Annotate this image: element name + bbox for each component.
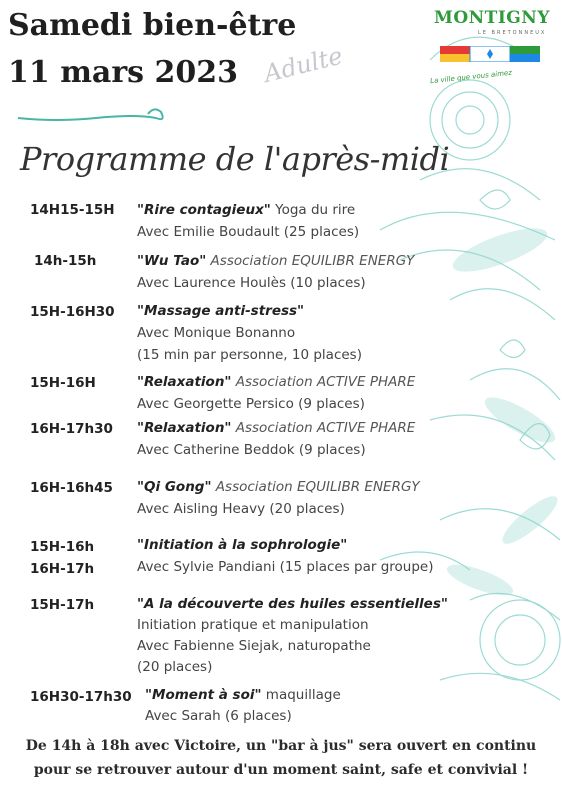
swirl-divider (16, 100, 176, 130)
session-title-line (137, 253, 414, 269)
session-time: 14H15-15H (30, 202, 115, 218)
session-host: Avec Aisling Heavy (20 places) (137, 501, 345, 517)
event-date: 11 mars 2023 (8, 55, 239, 90)
session-title-line (137, 374, 415, 390)
session-host: Avec Laurence Houlès (10 places) (137, 275, 366, 291)
session-title: "Moment à soi" (145, 687, 262, 703)
session-title-line (137, 479, 420, 495)
session-title-line (137, 596, 448, 612)
logo-subtitle: LE BRETONNEUX (478, 30, 547, 36)
session-time: 14h-15h (34, 253, 97, 269)
session-time: 16H-16h45 (30, 480, 113, 496)
session-note: (20 places) (137, 659, 213, 675)
session-host: Avec Monique Bonanno (137, 325, 296, 341)
session-host: Avec Sylvie Pandiani (15 places par groupe) (137, 559, 434, 575)
session-time: 15H-17h (30, 597, 95, 613)
session-note: Initiation pratique et manipulation (137, 617, 369, 633)
session-note: (15 min par personne, 10 places) (137, 347, 362, 363)
session-host: Avec Catherine Beddok (9 places) (137, 442, 366, 458)
session-detail: Association EQUILIBR ENERGY (211, 479, 420, 495)
session-title: "Relaxation" (137, 374, 232, 390)
session-host: Avec Fabienne Siejak, naturopathe (137, 638, 371, 654)
session-title-line (137, 202, 355, 218)
session-host: Avec Georgette Persico (9 places) (137, 396, 365, 412)
logo-name: MONTIGNY (434, 8, 550, 28)
session-host: Avec Sarah (6 places) (145, 708, 292, 724)
town-logo (420, 8, 560, 88)
session-detail: Association EQUILIBR ENERGY (206, 253, 415, 269)
session-time: 15H-16h (30, 539, 95, 555)
program-subtitle: Programme de l'après-midi (20, 140, 450, 178)
session-title-line (145, 687, 341, 703)
session-title: "Wu Tao" (137, 253, 207, 269)
session-time: 16H30-17h30 (30, 689, 132, 705)
flag-icon (440, 46, 540, 62)
session-title: "Initiation à la sophrologie" (137, 537, 348, 553)
session-detail: Association ACTIVE PHARE (231, 374, 416, 390)
session-time-second: 16H-17h (30, 561, 95, 577)
session-title: "Massage anti-stress" (137, 303, 305, 319)
session-title-line (137, 420, 415, 436)
audience-tag: Adulte (261, 41, 346, 88)
session-title: "Rire contagieux" (137, 202, 271, 218)
logo-slogan: La ville que vous aimez (429, 68, 513, 86)
event-title: Samedi bien-être (8, 8, 297, 43)
session-title: "Relaxation" (137, 420, 232, 436)
session-title: "Qi Gong" (137, 479, 212, 495)
session-time: 15H-16H (30, 375, 96, 391)
session-time: 16H-17h30 (30, 421, 113, 437)
session-detail: Association ACTIVE PHARE (231, 420, 416, 436)
session-title: "A la découverte des huiles essentielles" (137, 596, 448, 612)
session-title-line (137, 303, 304, 319)
session-title-line (137, 537, 347, 553)
session-detail: maquillage (261, 687, 341, 703)
session-detail: Yoga du rire (270, 202, 356, 218)
footer-line-2: pour se retrouver autour d'un moment saint, safe et convivial ! (33, 762, 529, 778)
footer-line-1: De 14h à 18h avec Victoire, un "bar à jus" sera ouvert en continu (25, 738, 537, 754)
session-time: 15H-16H30 (30, 304, 115, 320)
session-host: Avec Emilie Boudault (25 places) (137, 224, 360, 240)
